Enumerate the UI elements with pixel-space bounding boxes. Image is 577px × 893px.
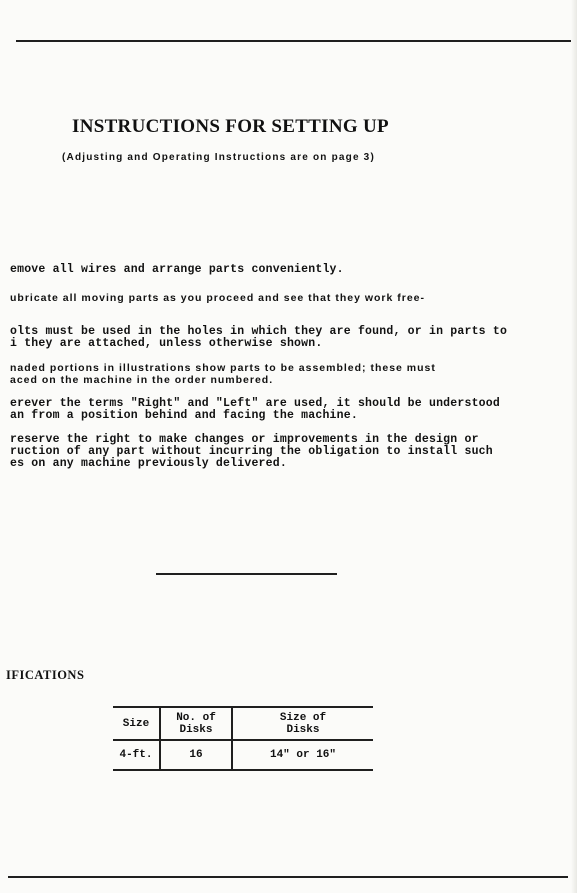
- page-subtitle: (Adjusting and Operating Instructions are on page 3): [62, 152, 375, 163]
- paragraph-line: an from a position behind and facing the machine.: [10, 409, 358, 422]
- paragraph-line: reserve the right to make changes or improvements in the design or: [10, 433, 479, 446]
- instruction-paragraph-5: [10, 398, 500, 422]
- instruction-paragraph-2: [10, 292, 425, 304]
- page-edge-shadow: [571, 0, 577, 893]
- paragraph-line: ruction of any part without incurring the obligation to install such: [10, 445, 493, 458]
- page-title: INSTRUCTIONS FOR SETTING UP: [72, 116, 389, 137]
- instruction-paragraph-1: [10, 264, 344, 276]
- table-cell: 14" or 16": [232, 740, 373, 770]
- column-header-number-of-disks: [160, 707, 232, 740]
- paragraph-line: i they are attached, unless otherwise shown.: [10, 337, 323, 350]
- paragraph-line: erever the terms "Right" and "Left" are used, it should be understood: [10, 397, 500, 410]
- table-row: [113, 740, 373, 770]
- header-text: Size of: [279, 711, 327, 724]
- top-rule: [16, 40, 574, 42]
- specifications-table: [113, 706, 373, 771]
- header-text: Size: [122, 717, 150, 730]
- paragraph-line: emove all wires and arrange parts conveniently.: [10, 263, 344, 276]
- instruction-paragraph-3: [10, 326, 507, 350]
- bottom-rule: [8, 876, 568, 878]
- paragraph-line: aced on the machine in the order numbered.: [10, 374, 274, 386]
- table-cell: 4-ft.: [113, 740, 160, 770]
- header-text: Disks: [286, 723, 320, 736]
- instruction-paragraph-6: [10, 434, 493, 470]
- header-text: No. of: [176, 711, 216, 724]
- paragraph-line: olts must be used in the holes in which they are found, or in parts to: [10, 325, 508, 338]
- specifications-heading: IFICATIONS: [6, 668, 85, 682]
- header-text: Disks: [179, 723, 213, 736]
- paragraph-line: ubricate all moving parts as you proceed and see that they work free-: [10, 292, 426, 304]
- instruction-paragraph-4: [10, 362, 436, 386]
- column-header-size-of-disks: [232, 707, 373, 740]
- paragraph-line: naded portions in illustrations show parts to be assembled; these must: [10, 362, 436, 374]
- section-divider: [156, 573, 337, 575]
- table-cell: 16: [160, 740, 232, 770]
- table-header-row: [113, 707, 373, 740]
- column-header-size: [113, 707, 160, 740]
- paragraph-line: es on any machine previously delivered.: [10, 457, 287, 470]
